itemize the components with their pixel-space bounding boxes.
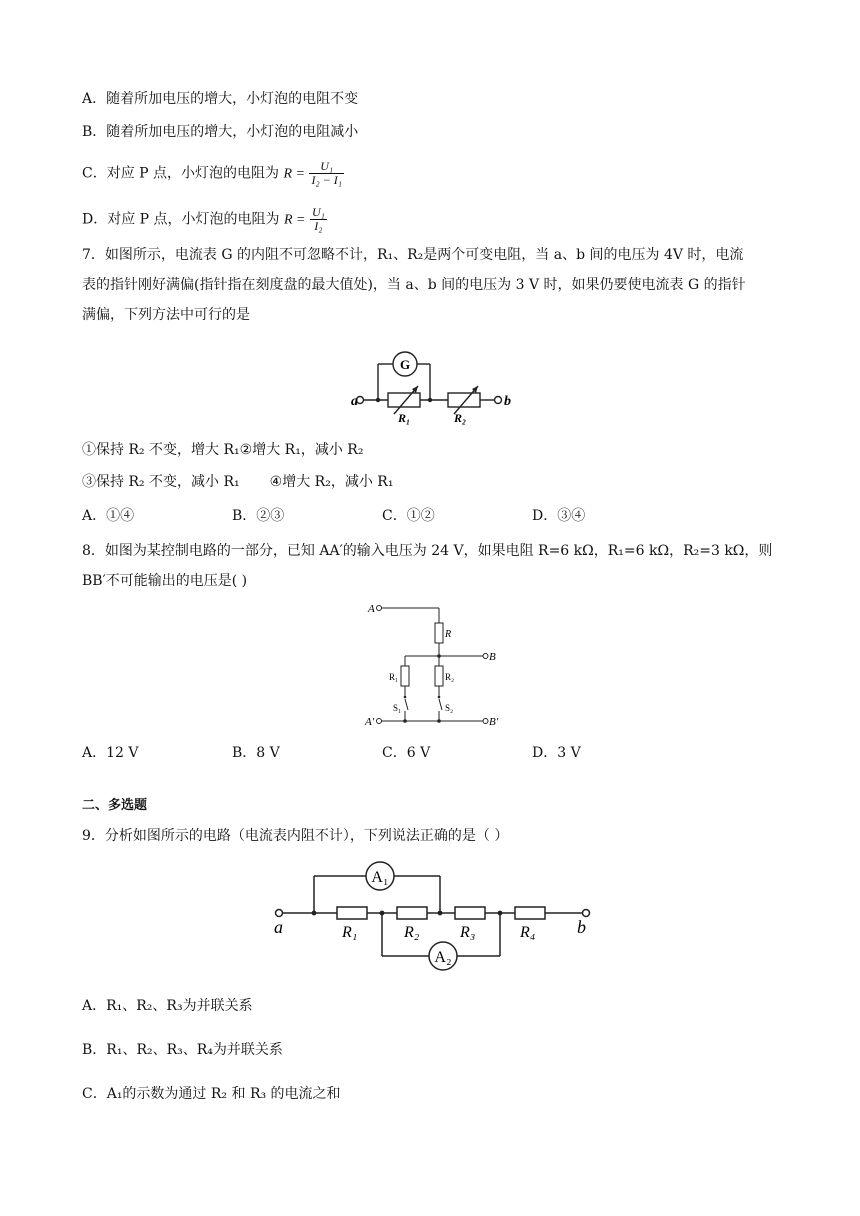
resistor-r2-label: R₂ <box>445 672 455 682</box>
q9-circuit-diagram <box>270 855 600 970</box>
q7-stem-line-2: 表的指针刚好满偏(指针指在刻度盘的最大值处)，当 a、b 间的电压为 3 V 时，如果仍要使电流表 G 的指针 <box>82 277 746 293</box>
q6-option-d-fraction <box>310 206 327 233</box>
ammeter-a1-label: A₁ <box>371 869 389 886</box>
q7-option-b[interactable]: B．②③ <box>232 508 285 524</box>
terminal-b-label: b <box>504 394 511 409</box>
q6-option-d-text: D．对应 P 点，小灯泡的电阻为 <box>82 211 280 228</box>
switch-s2-label: S₂ <box>445 703 454 713</box>
q9-stem: 9．分析如图所示的电路（电流表内阻不计），下列说法正确的是（ ） <box>82 828 509 844</box>
terminal-b-prime-label: B′ <box>489 716 499 728</box>
resistor-r3 <box>455 907 485 919</box>
ammeter-a2-label: A₂ <box>434 949 452 966</box>
section-heading-multiple-choice: 二、多选题 <box>82 798 148 813</box>
terminal-a-label: a <box>351 394 358 409</box>
q8-stem-line-2: BB′不可能输出的电压是( ) <box>82 573 248 589</box>
resistor-r2 <box>435 666 443 686</box>
q7-methods-row-1 <box>82 440 363 460</box>
q8-options <box>82 742 782 764</box>
q6-option-c-text: C．对应 P 点，小灯泡的电阻为 <box>82 165 280 182</box>
q7-option-d[interactable]: D．③④ <box>532 508 586 524</box>
q8-circuit-diagram <box>365 600 505 735</box>
galvanometer-label: G <box>399 357 411 372</box>
q8-option-c[interactable]: C．6 V <box>382 745 431 761</box>
q7-method-3: ③保持 R₂ 不变，减小 R₁ <box>82 474 240 490</box>
q8-stem <box>82 536 782 596</box>
q6-option-d-lhs: R = <box>284 212 306 228</box>
q7-method-2: ②增大 R₁，减小 R₂ <box>239 442 364 458</box>
q7-methods-row-2 <box>82 472 393 492</box>
q7-options <box>82 505 782 527</box>
q7-option-a[interactable]: A．①④ <box>82 508 135 524</box>
switch-s1-label: S₁ <box>393 703 402 713</box>
q6-option-d-denominator: I₂ <box>314 219 323 233</box>
resistor-r-label: R <box>445 629 452 640</box>
q7-stem <box>82 240 782 330</box>
q6-option-c-denominator: I₂ − I₁ <box>311 173 342 187</box>
terminal-a-prime-label: A′ <box>365 716 375 728</box>
q7-stem-line-1: 7．如图所示，电流表 G 的内阻不可忽略不计，R₁、R₂是两个可变电阻，当 a、b 间的电压为 4V 时，电流 <box>82 247 744 263</box>
q8-stem-line-1: 8．如图为某控制电路的一部分，已知 AA′的输入电压为 24 V，如果电阻 R=6 kΩ，R₁=6 kΩ，R₂=3 kΩ，则 <box>82 543 773 559</box>
q9-option-c[interactable]: C．A₁的示数为通过 R₂ 和 R₃ 的电流之和 <box>82 1086 341 1102</box>
terminal-a-label: A <box>368 603 375 615</box>
r2-resistor <box>448 393 480 407</box>
q7-method-1: ①保持 R₂ 不变，增大 R₁ <box>82 442 240 458</box>
terminal-a-label: a <box>274 917 283 937</box>
resistor-r2-label: R₂ <box>404 924 420 941</box>
r2-label: R₂ <box>454 411 467 425</box>
resistor-r <box>435 623 443 643</box>
q9-option-a[interactable]: A．R₁、R₂、R₃为并联关系 <box>82 998 253 1014</box>
r1-label: R₁ <box>398 411 411 425</box>
resistor-r3-label: R₃ <box>460 924 476 941</box>
q6-option-b: B．随着所加电压的增大，小灯泡的电阻减小 <box>82 124 359 140</box>
q6-option-c-fraction <box>309 160 343 187</box>
q7-method-4: ④增大 R₂，减小 R₁ <box>269 474 394 490</box>
q6-option-c <box>82 160 344 187</box>
resistor-r4-label: R₄ <box>520 924 536 941</box>
resistor-r1 <box>337 907 367 919</box>
resistor-r1-label: R₁ <box>389 672 399 682</box>
terminal-b <box>495 397 502 404</box>
q7-circuit-diagram <box>350 348 520 428</box>
q8-option-a[interactable]: A．12 V <box>82 745 139 761</box>
q9-option-b[interactable]: B．R₁、R₂、R₃、R₄为并联关系 <box>82 1042 283 1058</box>
resistor-r1 <box>401 666 409 686</box>
resistor-r1-label: R₁ <box>342 924 358 941</box>
resistor-r4 <box>515 907 545 919</box>
q6-option-a: A．随着所加电压的增大，小灯泡的电阻不变 <box>82 91 359 107</box>
q8-option-d[interactable]: D．3 V <box>532 745 581 761</box>
q6-option-c-lhs: R = <box>283 166 305 182</box>
q7-stem-line-3: 满偏，下列方法中可行的是 <box>82 307 250 323</box>
q6-option-d <box>82 206 327 233</box>
terminal-b-label: b <box>577 917 586 937</box>
terminal-b-label: B <box>489 651 496 663</box>
resistor-r2 <box>397 907 427 919</box>
q6-option-c-numerator: U₁ <box>309 160 343 174</box>
q6-option-d-numerator: U₁ <box>311 205 325 219</box>
r1-resistor <box>388 393 420 407</box>
q7-option-c[interactable]: C．①② <box>382 508 435 524</box>
q8-option-b[interactable]: B．8 V <box>232 745 280 761</box>
